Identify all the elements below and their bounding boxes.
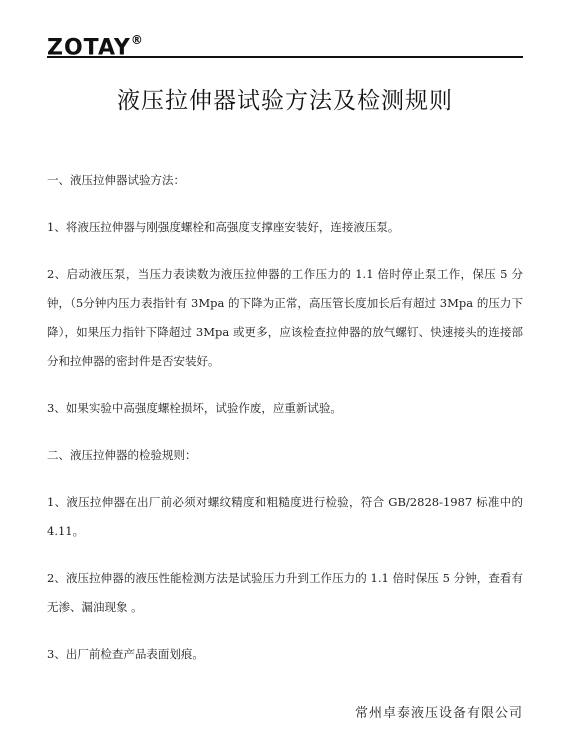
section-heading-test-method: 一、液压拉伸器试验方法： [47,173,185,187]
inspection-rule-3: 3、出厂前检查产品表面划痕。 [47,647,204,661]
test-step-2: 2、启动液压泵，当压力表读数为液压拉伸器的工作压力的 1.1 倍时停止泵工作，保压 5 分钟，（5分钟内压力表指针有 3Mpa 的下降为正常，高压管长度加长后有超过 3Mpa 的压力下降），如果压力指针下降超过 3Mpa 或更多，应该检查拉伸器的放气螺钉、快速接头的连接部分和拉伸器的密封件是否安装好。 [47,267,523,368]
test-step-3: 3、如果实验中高强度螺栓损坏，试验作废，应重新试验。 [47,401,342,415]
registered-mark: ® [130,33,144,47]
document-title: 液压拉伸器试验方法及检测规则 [117,88,453,114]
header-divider [47,56,523,58]
document-body [47,166,523,687]
company-name: 常州卓泰液压设备有限公司 [354,706,523,721]
brand-name: ZOTAY [47,35,131,61]
section-heading-inspection-rules: 二、液压拉伸器的检验规则： [47,448,197,462]
inspection-rule-2: 2、液压拉伸器的液压性能检测方法是试验压力升到工作压力的 1.1 倍时保压 5 分钟，查看有无渗、漏油现象 。 [47,571,523,614]
inspection-rule-1: 1、液压拉伸器在出厂前必须对螺纹精度和粗糙度进行检验，符合 GB/2828-1987 标准中的 4.11。 [47,495,523,538]
test-step-1: 1、将液压拉伸器与刚强度螺栓和高强度支撑座安装好，连接液压泵。 [47,220,400,234]
